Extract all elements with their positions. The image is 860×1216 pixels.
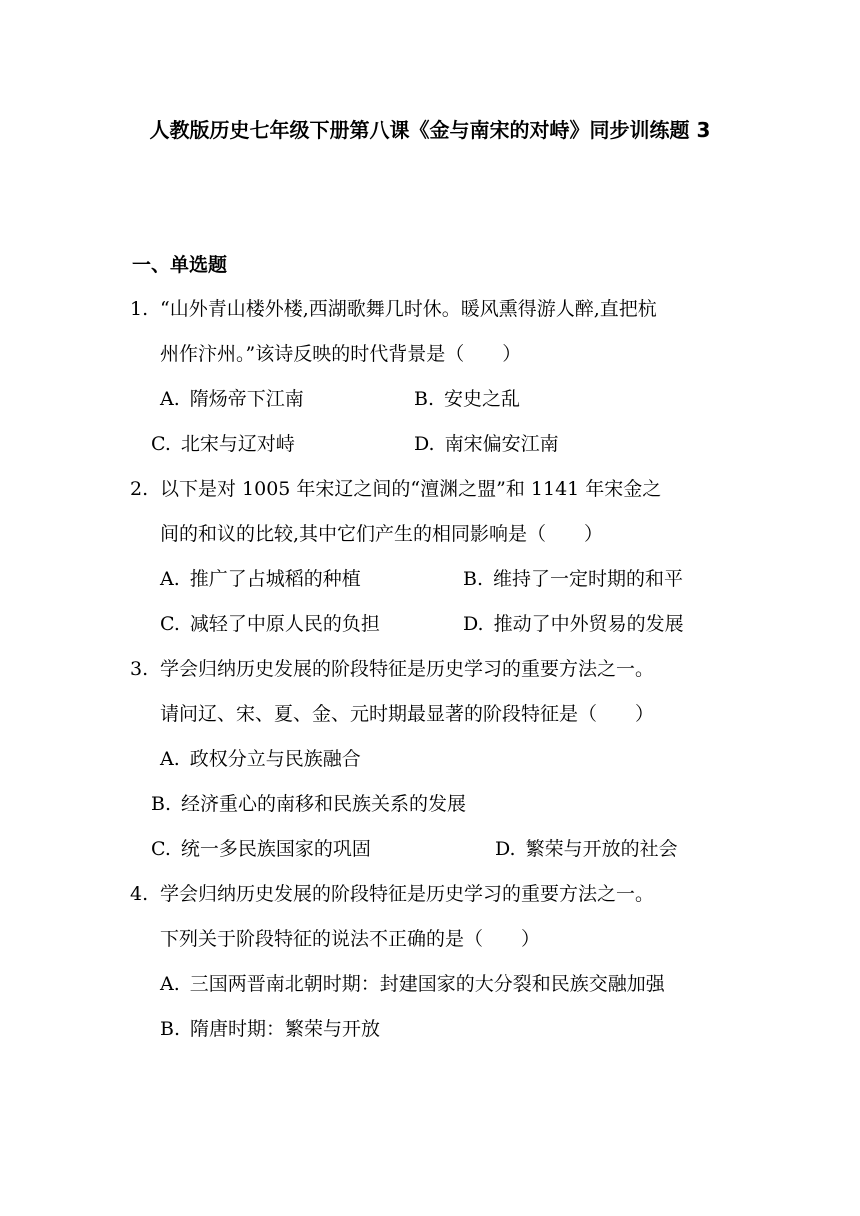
question-3-option-c[interactable] — [151, 837, 371, 861]
question-3-line-1: 学会归纳历史发展的阶段特征是历史学习的重要方法之一。 — [160, 658, 655, 680]
question-4-option-b[interactable] — [160, 1017, 380, 1041]
option-letter: B. — [151, 793, 172, 815]
question-1-option-b[interactable] — [414, 387, 520, 411]
question-1-option-a[interactable] — [160, 387, 304, 411]
question-1-option-d[interactable] — [414, 432, 559, 456]
question-3-option-d[interactable] — [495, 837, 678, 861]
question-3-number: 3. — [130, 658, 149, 680]
question-3-option-b[interactable] — [151, 792, 466, 816]
option-letter: B. — [160, 1018, 181, 1040]
option-letter: B. — [463, 568, 484, 590]
option-text: 繁荣与开放的社会 — [525, 838, 678, 860]
option-text: 经济重心的南移和民族关系的发展 — [181, 793, 467, 815]
question-2-line-2: 间的和议的比较,其中它们产生的相同影响是（ ） — [160, 523, 604, 545]
question-1-option-c[interactable] — [151, 432, 295, 456]
option-text: 政权分立与民族融合 — [189, 748, 361, 770]
question-2-option-c[interactable] — [160, 612, 380, 636]
option-text: 统一多民族国家的巩固 — [180, 838, 371, 860]
option-letter: B. — [414, 388, 435, 410]
option-letter: D. — [463, 613, 484, 635]
question-2-option-b[interactable] — [463, 567, 683, 591]
option-text: 隋炀帝下江南 — [189, 388, 304, 410]
option-letter: D. — [495, 838, 516, 860]
question-4-number: 4. — [130, 883, 149, 905]
option-text: 安史之乱 — [444, 388, 521, 410]
option-text: 北宋与辽对峙 — [180, 433, 295, 455]
option-text: 维持了一定时期的和平 — [493, 568, 684, 590]
document-title: 人教版历史七年级下册第八课《金与南宋的对峙》同步训练题 3 — [149, 118, 711, 142]
question-2-option-a[interactable] — [160, 567, 361, 591]
option-letter: C. — [160, 613, 180, 635]
option-letter: A. — [160, 388, 180, 410]
question-3-option-a[interactable] — [160, 747, 361, 771]
question-1-number: 1. — [130, 298, 149, 320]
question-3-line-2: 请问辽、宋、夏、金、元时期最显著的阶段特征是（ ） — [160, 703, 655, 725]
option-text: 推广了占城稻的种植 — [189, 568, 361, 590]
option-letter: C. — [151, 433, 171, 455]
question-4-option-a[interactable] — [160, 972, 665, 996]
option-text: 减轻了中原人民的负担 — [189, 613, 380, 635]
option-letter: A. — [160, 748, 180, 770]
option-text: 三国两晋南北朝时期：封建国家的大分裂和民族交融加强 — [189, 973, 665, 995]
question-1-line-2: 州作汴州。”该诗反映的时代背景是（ ） — [160, 343, 522, 365]
question-4-line-1: 学会归纳历史发展的阶段特征是历史学习的重要方法之一。 — [160, 883, 655, 905]
section-heading: 一、单选题 — [132, 254, 228, 276]
option-letter: D. — [414, 433, 435, 455]
question-2-option-d[interactable] — [463, 612, 684, 636]
question-4-line-2: 下列关于阶段特征的说法不正确的是（ ） — [160, 928, 541, 950]
question-1-line-1: “山外青山楼外楼,西湖歌舞几时休。暖风熏得游人醉,直把杭 — [160, 298, 657, 320]
question-2-line-1: 以下是对 1005 年宋辽之间的“澶渊之盟”和 1141 年宋金之 — [160, 478, 662, 500]
option-letter: A. — [160, 568, 180, 590]
option-text: 推动了中外贸易的发展 — [493, 613, 684, 635]
option-letter: A. — [160, 973, 180, 995]
option-text: 南宋偏安江南 — [444, 433, 559, 455]
option-letter: C. — [151, 838, 171, 860]
question-2-number: 2. — [130, 478, 149, 500]
option-text: 隋唐时期：繁荣与开放 — [190, 1018, 381, 1040]
